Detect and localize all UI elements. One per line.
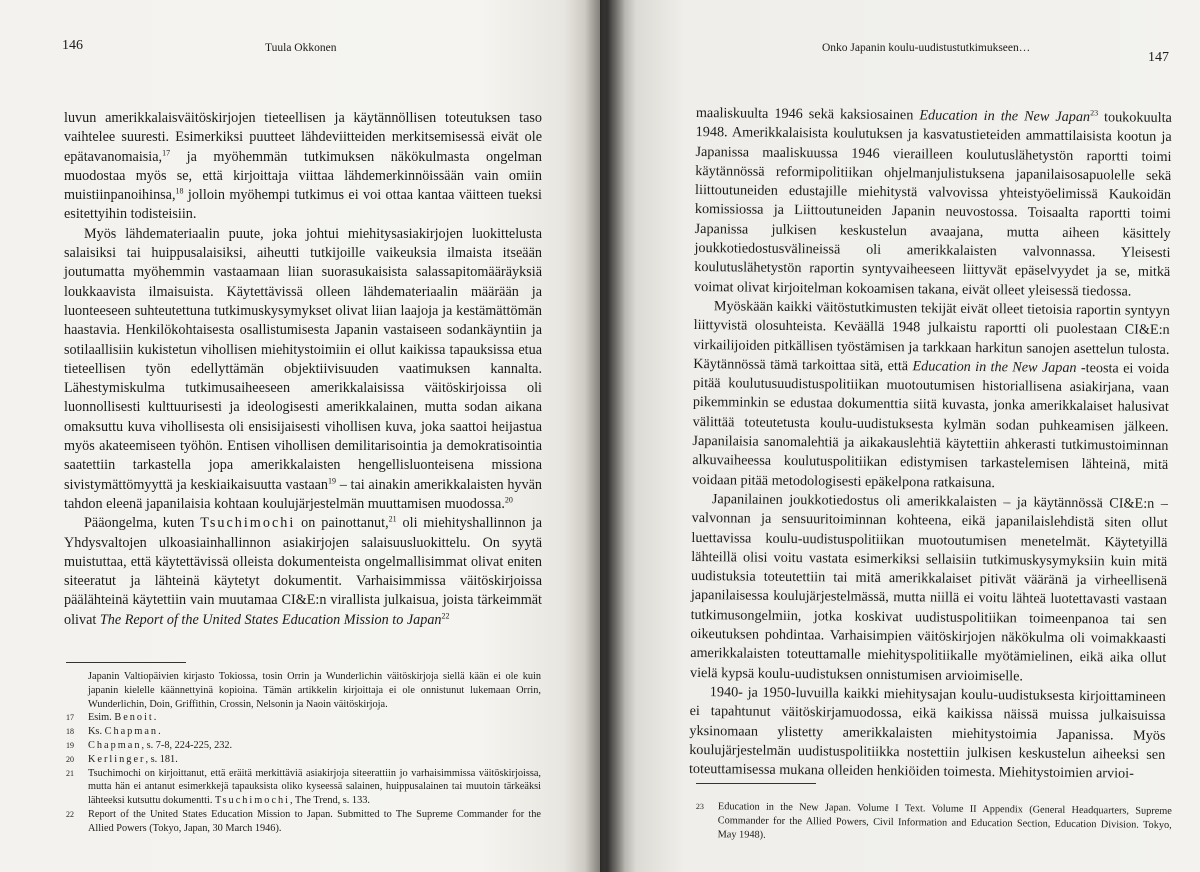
text-run: Esim. [88, 712, 115, 724]
footnote-ref: 17 [162, 147, 171, 157]
text-run: , The Trend, s. 133. [290, 795, 370, 807]
right-page [600, 0, 1200, 872]
footnote-ref: 19 [328, 475, 337, 485]
italic-title: Education in the New Japan [912, 358, 1077, 376]
author-name: Kerlinger [88, 753, 146, 765]
text-run: Japanilainen joukkotiedostus oli amerikkalaisten – ja käytännössä CI&E:n – valvonnan ja sensuuritoiminnan kohteena, eikä japanilaislehdistä siten ollut luettavissa koulu-uudistuspolitiikan muotoutumisen menetelmät. Käytetyillä lähteillä olisi voitu vastata esimerkiksi sellaisiin tutkimuskysymyksiin kuin mitä uudistuksia toteutettiin tai mitä amerikkalaiset pitivät vääränä ja virheellisenä japanilaisessa koulujärjestelmässä, mutta niillä ei voitu lähteä luotettavasti vastaan tutkimusongelmiin, jotka koskivat uudistuspolitiikan toimeenpanoa tai sen oikeutuksen pohdintaa. Varhaisimpien väitöskirjojen näkökulma oli voimakkaasti amerikkalaisten toteuttamalle miehityspolitiikalle myötämielinen, eikä aika ollut vielä kypsä koulu-uudistuksen onnistumisen arvioimiselle. [689, 491, 1168, 685]
footnote-ref: 20 [504, 495, 513, 505]
italic-title: The Report of the United States Education Mission to Japan [99, 611, 442, 628]
footnotes [696, 800, 1172, 846]
text-run: oli miehityshallinnon ja Yhdysvaltojen ulkoasiainhallinnon asiakirjojen salaisuusluokittelu. On syytä muistuttaa, että käytettävissä olleista dokumenteista ongelmallisimmat olivat eniten siteeratut ja lähteinä käytetyt dokumentit. Varhaisimmissa väitöskirjoissa päälähteinä käytettiin vain muutamaa CI&E:n virallista julkaisua, joista tärkeimmät olivat [64, 515, 542, 628]
text-run: Pääongelma, kuten [84, 515, 201, 532]
text-run: 1940- ja 1950-luvuilla kaikki miehitysajan koulu-uudistuksesta kirjoittamineen ei tapahtunut väitöskirjamuodossa, eikä kaikissa näissä muissa julkaisuissa yksinomaan ylistetty amerikkalaisten miehitystoimia Japanissa. Myös koulujärjestelmän uudistuspolitiikka nostettiin julkisen keskustelun aiheeksi sen toteuttamisessa mukana olleiden henkiöiden toimesta. Miehitystoimien arvioi- [688, 684, 1166, 782]
paragraph [64, 109, 542, 225]
author-name: Chapman [88, 739, 142, 751]
paragraph [690, 490, 1168, 688]
footnote-number: 17 [66, 713, 74, 723]
text-run: . [158, 726, 161, 738]
footnote [66, 808, 541, 836]
text-run: Tsuchimochi on kirjoittanut, että eräitä merkittäviä asiakirjoja siteerattiin jo varhaisimmissa väitöskirjoissa, mutta hän ei antanut esimerkkejä tapauksista oliko kyseessä salainen, huippusalainen tai muutoin tärkeäksi lähteeksi kutsuttu dokumentti. [88, 767, 541, 807]
running-head: Onko Japanin koulu-uudistustutkimukseen… [822, 42, 1031, 54]
footnote [66, 753, 541, 767]
footnote-number: 20 [66, 754, 74, 764]
footnote-number: 18 [66, 727, 74, 737]
footnote-number: 23 [695, 801, 704, 812]
paragraph [694, 104, 1172, 302]
text-run: maaliskuulta 1946 sekä kaksiosainen [695, 104, 920, 124]
footnote [66, 725, 541, 739]
footnote-ref: 21 [388, 514, 397, 524]
footnote [66, 767, 541, 808]
text-run: Ks. [88, 726, 105, 738]
author-name: Chapman [104, 726, 159, 738]
text-run: Japanin Valtiopäivien kirjasto Tokiossa, tosin Orrin ja Wunderlichin väitöskirjoja siellä kään ei ole kuin japanin kielelle käännettyinä kopioina. Tämän artikkelin kirjoittaja ei ole onnistunut lukemaan Orrin, Wunderlichin, Doin, Griffithin, Crossin, Nelsonin ja Naoin väitöskirjoja. [88, 671, 541, 710]
footnote-ref: 18 [175, 186, 184, 196]
body-text [64, 109, 542, 630]
page-number: 146 [62, 38, 83, 53]
author-name: Tsuchimochi [214, 795, 291, 807]
footnote-number: 21 [66, 768, 74, 778]
footnote [66, 739, 541, 753]
paragraph [64, 225, 542, 514]
text-run: luvun amerikkalaisväitöskirjojen tieteellisen ja käytännöllisen toteutuksen taso vaihtelee suuresti. Esimerkiksi puutteet lähdeviitteiden merkitsemisessä eivät ole epätavanomaisia, [64, 110, 542, 165]
text-run: , s. 181. [145, 753, 178, 765]
text-run: -teosta ei voida pitää koulutusuudistuspolitiikan muotoutumisen historiallisena asiakirjana, vaan pikemminkin se edustaa dokumenttia siitä kuvasta, jonka amerikkalaiset halusivat välittää toteutetusta koulu-uudistuksesta kylmän sodan puhkeamisen jälkeen. Japanilaisia sanomalehtiä ja aikakauslehtiä käytettiin ahkerasti tutkimustoiminnan alkuvaiheessa koulutuspolitiikan edistymisen tarkastelemisen lähteinä, mitä voidaan pitää metodologisesti epäkelpona ratkaisuna. [691, 359, 1170, 491]
footnote [66, 711, 541, 725]
text-run: jolloin myöhempi tutkimus ei voi ottaa kantaa väitteen tueksi esitettyihin todisteisiin. [64, 187, 542, 223]
italic-title: Education in the New Japan [919, 107, 1091, 126]
author-name: Tsuchimochi [200, 515, 296, 532]
paragraph [689, 683, 1166, 784]
text-run: – tai ainakin amerikkalaisten hyvän tahdon eleenä japanilaisia kohtaan koulujärjestelmän muuttamisen muodossa. [64, 476, 542, 512]
running-head: Tuula Okkonen [265, 42, 337, 54]
book-gutter [585, 0, 625, 872]
footnote-ref: 23 [1090, 108, 1099, 118]
footnotes [66, 670, 541, 836]
text-run: on painottanut, [295, 515, 389, 532]
text-run: , s. 7-8, 224-225, 232. [141, 739, 233, 751]
footnote-rule [696, 783, 816, 784]
text-run: Myös lähdemateriaalin puute, joka johtui miehitysasiakirjojen luokittelusta salaisiksi tai huippusalaisiksi, aiheutti tutkijoille vaikeuksia ilmaista itseään joutumatta myöhemmin vastaamaan liian suorasukaisista salassapitomääräyksiä loukkaavista ilmaisuista. Käytettävissä olleen lähdemateriaalin määrään ja luonteeseen suhteutettuna tutkimuskysymykset olivat liian laajoja ja kestämättömän haastavia. Henkilökohtaisesta osallistumisesta Japanin vastaiseen sodankäyntiin ja sotilaallisiin kukistetun vihollisen miehitystoimiin ei ollut kaikissa tapauksissa etua tieteellisen työn edellyttämän objektiivisuuden vaatimuksen kannalta. Lähestymiskulma tutkimusaiheeseen amerikkalaisissa väitöskirjoissa oli luonnollisesti kulttuurisesti ja ideologisesti amerikkalainen, mutta sodan aikana omaksuttu kuva vihollisesta oli ensisijaisesti vihollisen kuva, joka saattoi heijastua myös akateemiseen työhön. Entisen vihollisen demilitarisointia ja demokratisointia saatettiin tarkastella jopa amerikkalaisten hengellisluonteisena missiona sivistymättömyyttä ja keskiaikaisuutta vastaan [64, 225, 542, 493]
paragraph [692, 297, 1170, 495]
footnote-ref: 22 [441, 610, 450, 620]
footnote-number: 22 [66, 809, 74, 819]
text-run: Myöskään kaikki väitöstutkimusten tekijät eivät olleet tietoisia raportin syntyyn liittyvistä olosuhteista. Keväällä 1948 julkaistu raportti oli puolestaan CI&E:n virkailijoiden pitkällisen työstämisen ja tarkkaan harkitun sanojen asettelun tulosta. Käytännössä tämä tarkoittaa sitä, että [693, 298, 1170, 375]
text-run: . [153, 712, 157, 724]
paragraph [64, 514, 542, 630]
body-text [689, 104, 1172, 784]
text-run: Education in the New Japan. Volume I Text. Volume II Appendix (General Headquarters, Supreme Commander for the Allied Powers, Civil Information and Education Section, Education Division. Tokyo, May 1948). [717, 801, 1172, 841]
footnote [66, 670, 541, 711]
text-run: ja myöhemmän tutkimuksen näkökulmasta ongelman muodostaa myös se, että kirjoittaja viittaa lähdemerkinnöissään vain omiin muistiinpanoihinsa, [64, 148, 542, 204]
text-run: toukokuulta 1948. Amerikkalaisista koulutuksen ja kasvatustieteiden ammattilaisista kootun ja Japanissa maaliskuussa 1946 vierailleen koulutuslähetystön raportti toimi käytännössä reformipolitiikan ohjelmanjulistuksena japanilaisosapuolelle sekä liittoutuneiden edustajille miehitystä valvovissa yhteistyöelimissä Kaukoidän komissiossa ja Liittoutuneiden Japanin neuvostossa. Toisaalta raportti toimi Japanissa julkisen keskustelun avaajana, mutta aiheen käsittely joukkotiedostusvälineissä oli amerikkalaisten valvonnassa. Yleisesti koulutuslähetystön raportin syntyvaiheeseen liittyvät epäselvyydet ja se, mitkä voimat olivat kirjoitelman kokoamisen takana, eivät olleet yleisessä tiedossa. [694, 109, 1172, 300]
text-run: Report of the United States Education Mission to Japan. Submitted to The Supreme Commander for the Allied Powers (Tokyo, Japan, 30 March 1946). [88, 808, 541, 834]
author-name: Benoit [114, 712, 154, 724]
footnote [696, 800, 1172, 846]
footnote-rule [66, 662, 186, 663]
page-number: 147 [1148, 50, 1169, 65]
footnote-number: 19 [66, 740, 74, 750]
